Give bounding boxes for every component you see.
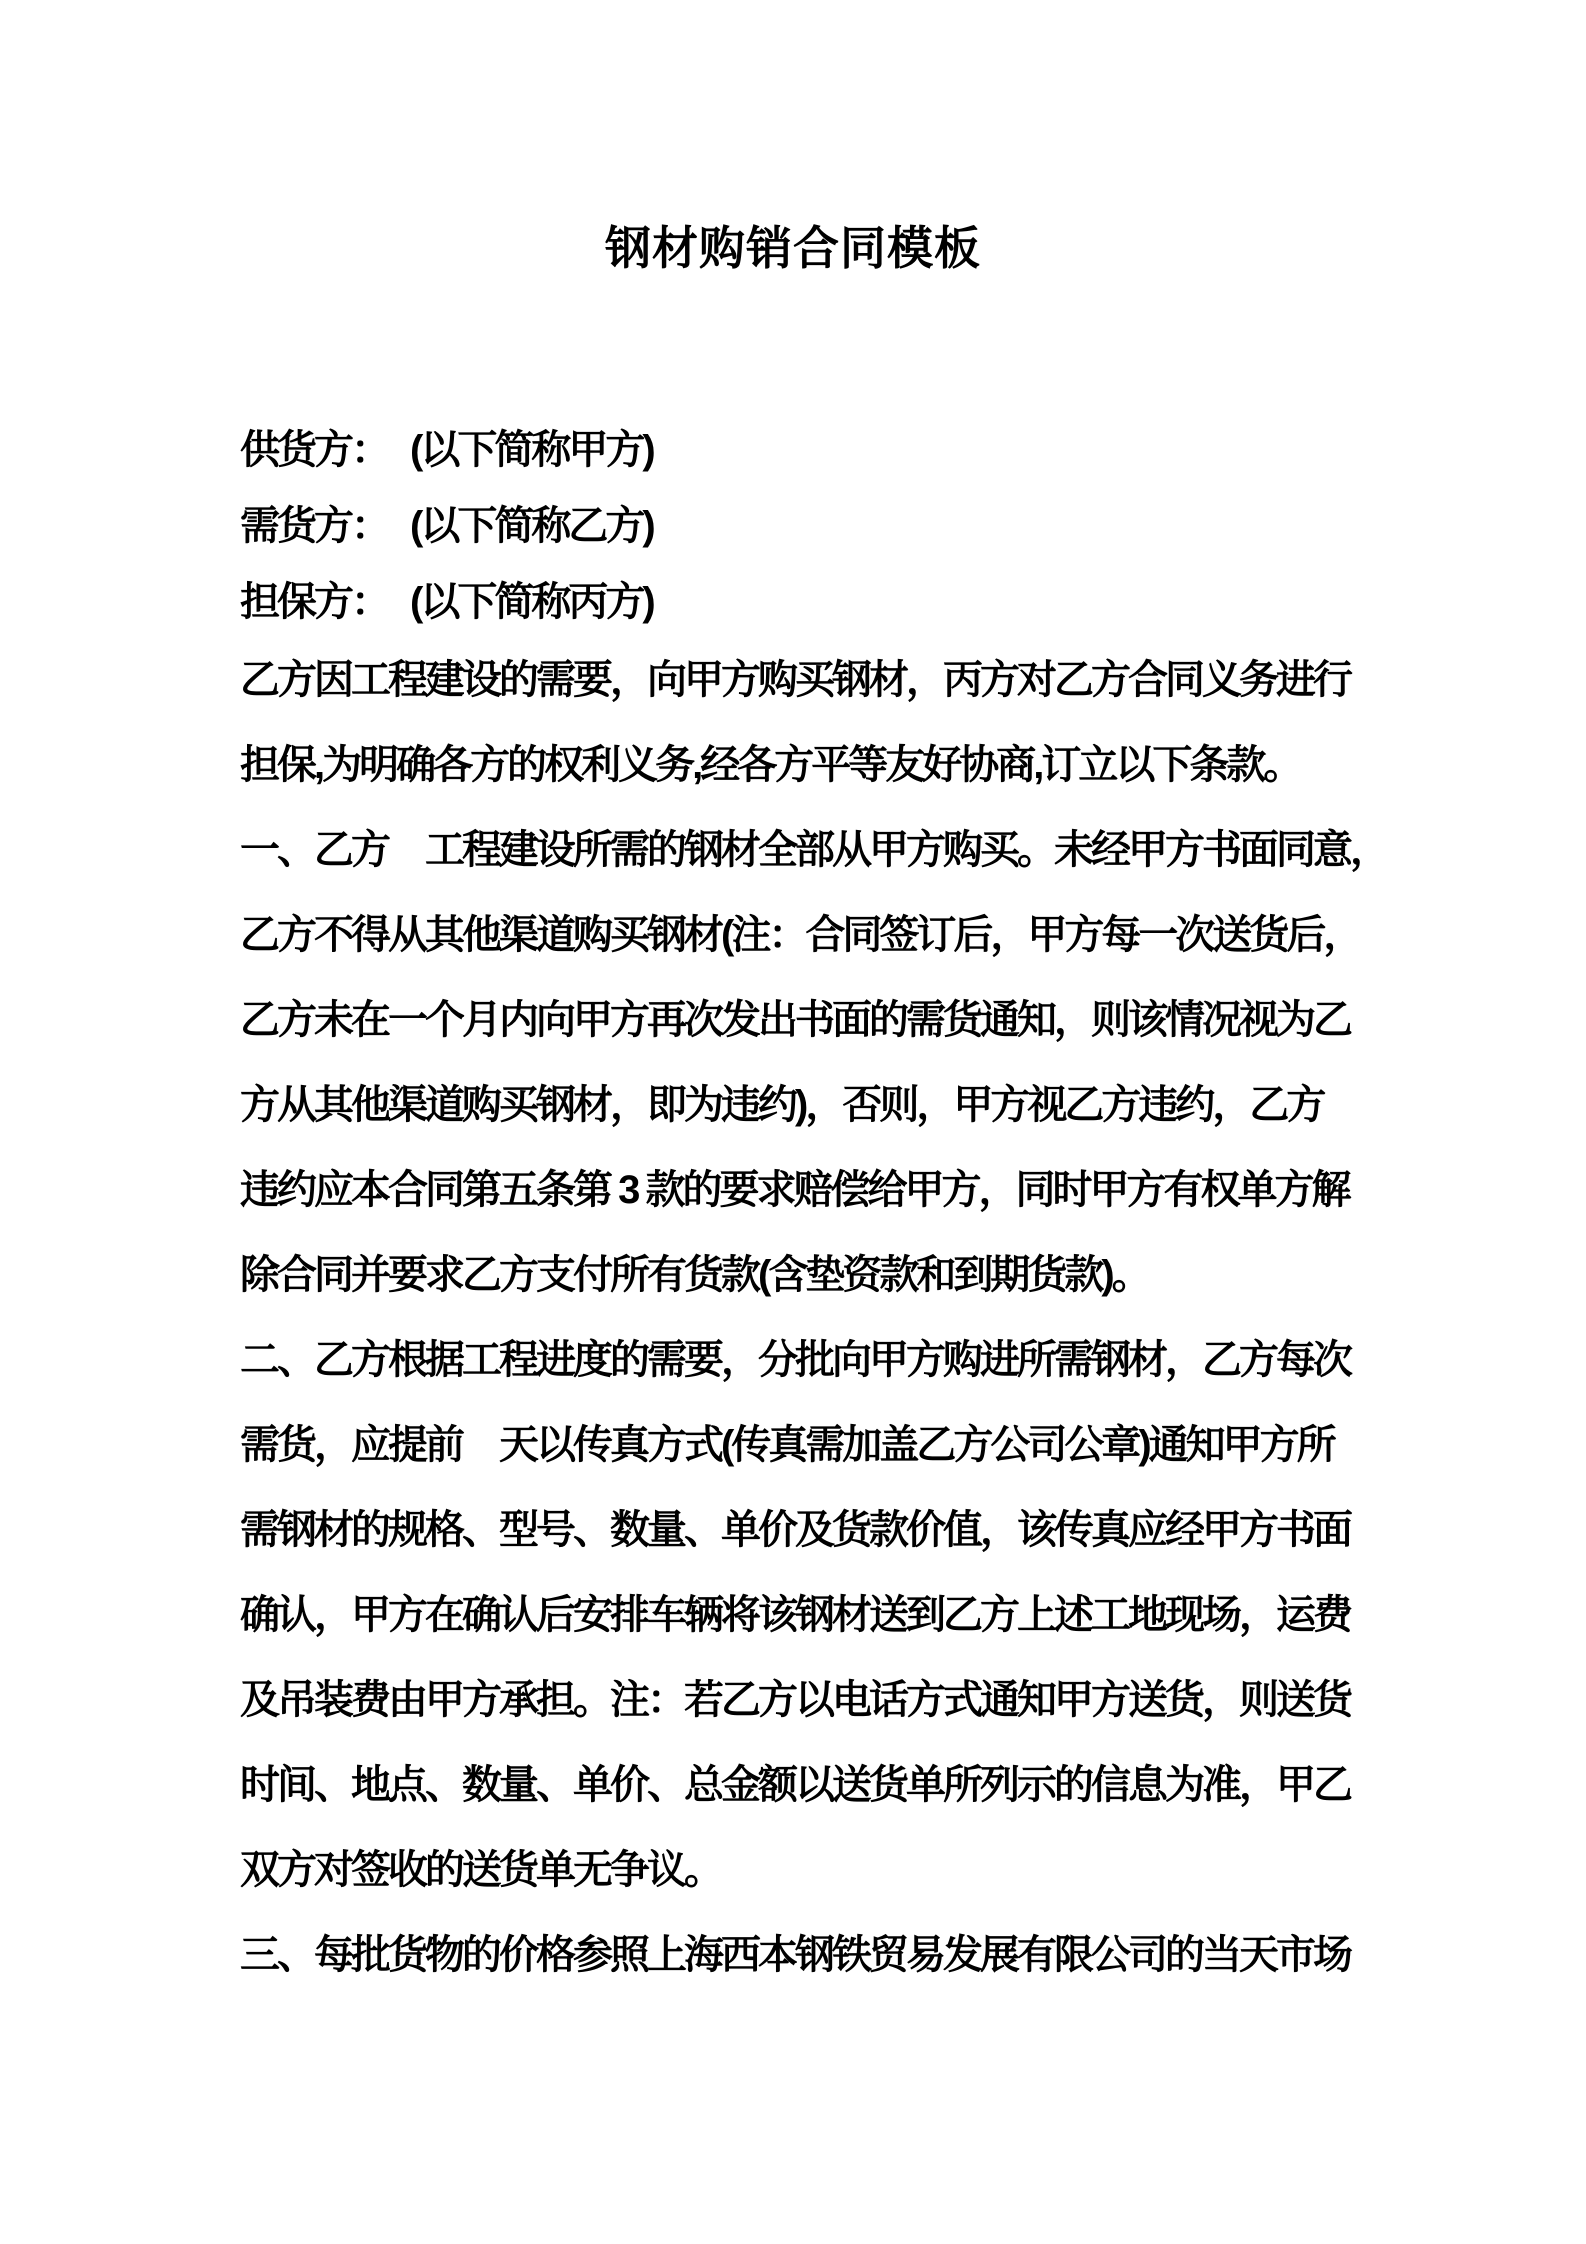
contract-body [240,638,1387,1998]
parties-section [240,412,653,640]
party-role: 需货方： [240,504,388,548]
party-line-guarantor [240,564,653,640]
party-note: (以下简称乙方) [410,504,653,548]
contract-line: 违约应本合同第五条第 3 款的要求赔偿给甲方，同时甲方有权单方解 [240,1168,1349,1212]
contract-line: 除合同并要求乙方支付所有货款(含垫资款和到期货款)。 [240,1253,1149,1297]
contract-line: 乙方因工程建设的需要，向甲方购买钢材，丙方对乙方合同义务进行 [240,658,1350,702]
party-note: (以下简称丙方) [410,580,653,624]
document-title: 钢材购销合同模板 [605,222,981,274]
contract-line: 乙方未在一个月内向甲方再次发出书面的需货通知，则该情况视为乙 [240,998,1350,1042]
party-line-buyer [240,488,653,564]
party-role: 担保方： [240,580,388,624]
contract-line: 及吊装费由甲方承担。注：若乙方以电话方式通知甲方送货，则送货 [240,1678,1350,1722]
contract-line: 担保,为明确各方的权利义务,经各方平等友好协商,订立以下条款。 [240,743,1301,787]
contract-line: 二、乙方根据工程进度的需要，分批向甲方购进所需钢材，乙方每次 [240,1338,1350,1382]
contract-line: 三、每批货物的价格参照上海西本钢铁贸易发展有限公司的当天市场 [240,1933,1350,1977]
contract-line: 一、乙方 工程建设所需的钢材全部从甲方购买。未经甲方书面同意， [240,828,1387,872]
contract-line: 乙方不得从其他渠道购买钢材(注：合同签订后，甲方每一次送货后， [240,913,1361,957]
party-note: (以下简称甲方) [410,428,653,472]
party-line-supplier [240,412,653,488]
contract-line: 方从其他渠道购买钢材，即为违约)，否则，甲方视乙方违约，乙方 [240,1083,1324,1127]
party-role: 供货方： [240,428,388,472]
contract-line: 时间、地点、数量、单价、总金额以送货单所列示的信息为准，甲乙 [240,1763,1350,1807]
contract-line: 需钢材的规格、型号、数量、单价及货款价值，该传真应经甲方书面 [240,1508,1350,1552]
contract-line: 双方对签收的送货单无争议。 [240,1848,721,1892]
contract-line: 确认，甲方在确认后安排车辆将该钢材送到乙方上述工地现场，运费 [240,1593,1350,1637]
contract-line: 需货，应提前 天以传真方式(传真需加盖乙方公司公章)通知甲方所 [240,1423,1334,1467]
